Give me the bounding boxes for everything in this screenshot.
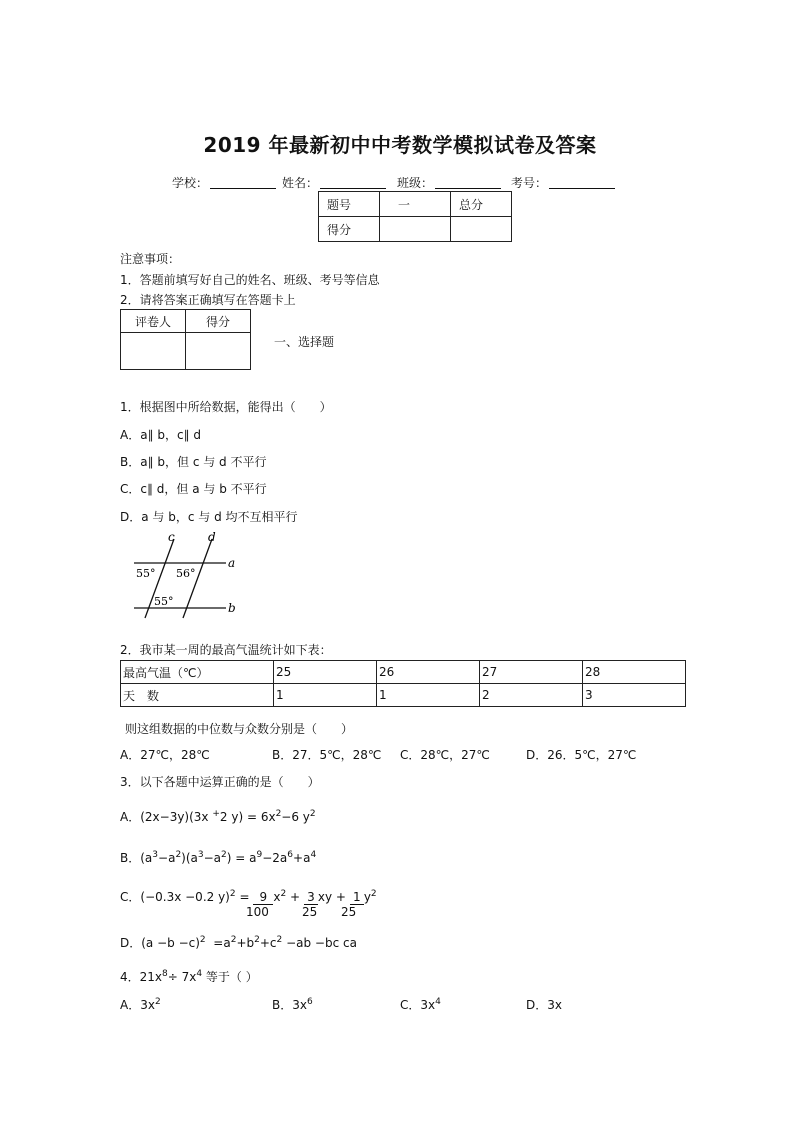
note-item: 1．答题前填写好自己的姓名、班级、考号等信息	[120, 273, 380, 287]
q2-question: 则这组数据的中位数与众数分别是（ ）	[125, 722, 354, 736]
expr: y	[363, 890, 371, 904]
expr: 3	[197, 850, 204, 860]
notes-heading: 注意事项：	[120, 252, 181, 266]
q3-option-a[interactable]	[120, 808, 316, 825]
q4-option-c[interactable]	[400, 996, 441, 1013]
q1-option-d[interactable]: D．a 与 b，c 与 d 均不互相平行	[120, 510, 298, 524]
page-title: 2019 年最新初中中考数学模拟试卷及答案	[203, 133, 597, 157]
expr: x	[273, 890, 281, 904]
exam-no-label: 考号：	[511, 176, 548, 190]
q1-option-a[interactable]: A．a∥ b，c∥ d	[120, 428, 202, 442]
option-exponent: 2	[154, 997, 161, 1007]
q1-parallel-lines-figure	[130, 532, 245, 622]
q1-option-c[interactable]: C．c∥ d，但 a 与 b 不平行	[120, 482, 267, 496]
class-label: 班级：	[397, 176, 434, 190]
q3-stem: 3．以下各题中运算正确的是（ ）	[120, 775, 320, 789]
expr: (a −b −c)	[141, 936, 200, 950]
q4-option-a[interactable]	[120, 996, 161, 1013]
school-field[interactable]	[172, 174, 276, 191]
expr: 2	[309, 809, 316, 819]
temp-cell: 26	[377, 661, 480, 684]
score-cell-total[interactable]	[451, 217, 512, 242]
expr: +	[290, 890, 301, 904]
school-blank[interactable]	[210, 176, 276, 189]
angle-label: 55°	[136, 567, 156, 580]
expr: +a	[293, 851, 311, 865]
expr: 2	[276, 935, 283, 945]
expr: 2 y) = 6x	[219, 810, 276, 824]
expr: 4	[196, 969, 203, 979]
expr: 2	[229, 889, 236, 899]
angle-label: 56°	[176, 567, 196, 580]
option-text: D．3x	[526, 998, 562, 1012]
expr: xy	[317, 890, 333, 904]
fraction-numerator: 3	[304, 890, 318, 905]
temp-cell: 27	[480, 661, 583, 684]
temp-cell: 25	[274, 661, 377, 684]
option-text: A．3x	[120, 998, 155, 1012]
option-letter: A．	[120, 810, 141, 824]
class-blank[interactable]	[435, 176, 501, 189]
expr: 2	[230, 935, 237, 945]
expr: 2	[221, 850, 227, 860]
temp-cell: 28	[583, 661, 686, 684]
section-title: 一、选择题	[274, 335, 335, 349]
q2-stem: 2．我市某一周的最高气温统计如下表：	[120, 643, 332, 657]
expr: )(a	[181, 851, 198, 865]
days-cell: 1	[377, 684, 480, 707]
expr: 2	[370, 889, 377, 899]
expr: +c	[259, 936, 277, 950]
score-header-section: 一	[380, 192, 451, 217]
grader-table	[120, 309, 251, 370]
q4-option-d[interactable]	[526, 996, 562, 1013]
fraction-denominator: 25	[341, 905, 357, 919]
expr: 8	[162, 969, 168, 979]
q1-stem: 1．根据图中所给数据，能得出（ ）	[120, 400, 332, 414]
expr: =	[239, 890, 250, 904]
expr: +b	[236, 936, 255, 950]
label-b: b	[228, 601, 236, 615]
option-letter: C．	[120, 890, 141, 904]
exam-no-field[interactable]	[511, 174, 615, 191]
note-item: 2．请将答案正确填写在答题卡上	[120, 293, 296, 307]
option-text: B．3x	[272, 998, 307, 1012]
option-text: C．3x	[400, 998, 436, 1012]
exam-no-blank[interactable]	[549, 176, 615, 189]
expr: (−0.3x −0.2 y)	[140, 890, 230, 904]
expr: 2	[199, 935, 206, 945]
option-letter: D．	[120, 936, 142, 950]
expr: 2	[175, 850, 182, 860]
expr: 4．21x	[120, 970, 163, 984]
fraction-numerator: 9	[253, 890, 273, 905]
days-cell: 2	[480, 684, 583, 707]
days-row-label: 天 数	[121, 684, 274, 707]
label-a: a	[228, 556, 236, 570]
grader-cell[interactable]	[121, 333, 186, 370]
expr: 3	[152, 850, 159, 860]
expr: −6 y	[281, 810, 310, 824]
school-label: 学校：	[172, 176, 209, 190]
score-table	[318, 191, 512, 242]
score-row-label: 得分	[319, 217, 380, 242]
q4-stem	[120, 968, 258, 985]
fraction-denominator: 100	[246, 905, 269, 919]
q2-option-a[interactable]: A．27℃，28℃	[120, 748, 210, 762]
q2-option-c[interactable]: C．28℃，27℃	[400, 748, 490, 762]
angle-label: 55°	[154, 595, 174, 608]
expr: 2	[254, 935, 260, 945]
expr: −a	[158, 851, 176, 865]
q3-option-d[interactable]	[120, 934, 357, 951]
days-cell: 3	[583, 684, 686, 707]
expr: (2x−3y)(3x	[140, 810, 209, 824]
expr: 2	[275, 809, 282, 819]
grader-score-header: 得分	[186, 310, 251, 333]
score-header-number: 题号	[319, 192, 380, 217]
expr: −a	[203, 851, 222, 865]
name-field[interactable]	[282, 174, 386, 191]
q1-option-b[interactable]: B．a∥ b，但 c 与 d 不平行	[120, 455, 267, 469]
expr: =a	[213, 936, 231, 950]
q3-option-b[interactable]	[120, 849, 316, 866]
expr: −2a	[262, 851, 288, 865]
expr: 2	[280, 889, 287, 899]
name-label: 姓名：	[282, 176, 319, 190]
q4-option-b[interactable]	[272, 996, 313, 1013]
expr: ÷ 7x	[167, 970, 197, 984]
expr: −ab −bc ca	[286, 936, 357, 950]
option-exponent: 6	[306, 997, 313, 1007]
expr: +	[212, 809, 220, 819]
option-exponent: 4	[435, 997, 441, 1007]
label-d: d	[208, 532, 216, 544]
name-blank[interactable]	[320, 176, 386, 189]
temp-row-label: 最高气温（℃）	[121, 661, 274, 684]
label-c: c	[168, 532, 175, 544]
expr: 6	[287, 850, 294, 860]
expr: 4	[310, 850, 317, 860]
expr: 9	[256, 850, 263, 860]
q2-option-b[interactable]: B．27．5℃，28℃	[272, 748, 382, 762]
temperature-table	[120, 660, 686, 707]
q3-option-c[interactable]	[120, 888, 377, 905]
class-field[interactable]	[397, 174, 501, 191]
days-cell: 1	[274, 684, 377, 707]
q2-option-d[interactable]: D．26．5℃，27℃	[526, 748, 637, 762]
score-header-total: 总分	[451, 192, 512, 217]
fraction-numerator: 1	[350, 890, 364, 905]
expr: 等于（ ）	[202, 970, 258, 984]
grader-header: 评卷人	[121, 310, 186, 333]
expr: (a	[140, 851, 153, 865]
fraction-denominator: 25	[302, 905, 318, 919]
grader-score-cell[interactable]	[186, 333, 251, 370]
expr: ) = a	[226, 851, 257, 865]
option-letter: B．	[120, 851, 141, 865]
score-cell-section[interactable]	[380, 217, 451, 242]
expr: +	[335, 890, 346, 904]
